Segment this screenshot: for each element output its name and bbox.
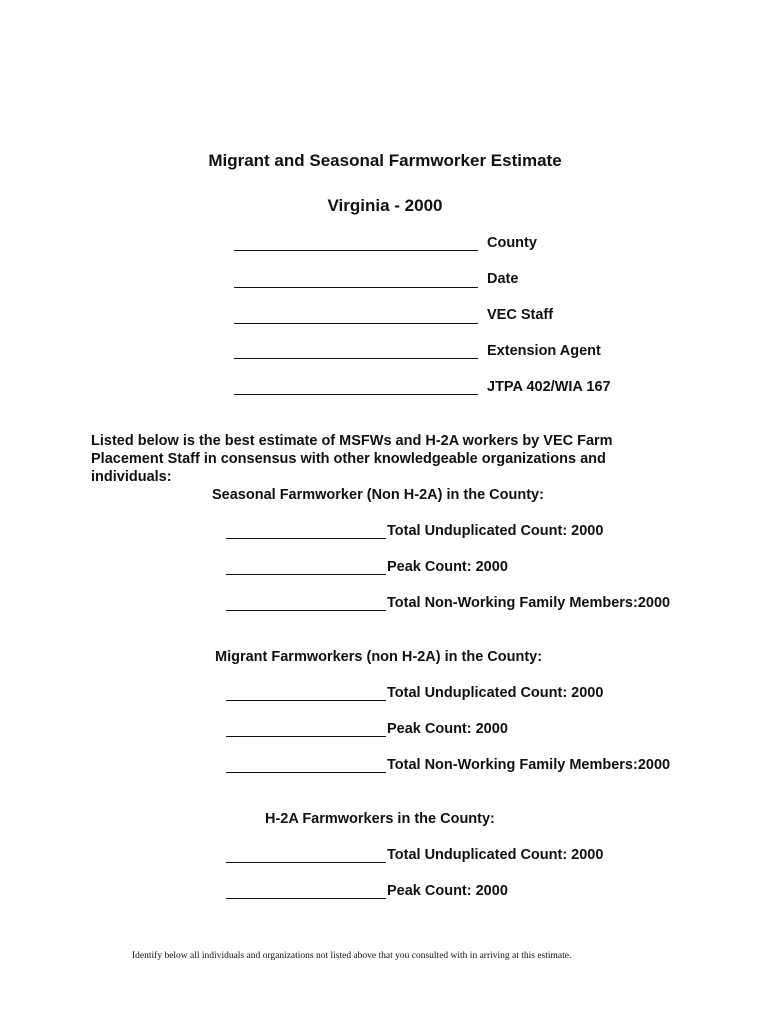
migrant-unduplicated-label: Total Unduplicated Count: 2000	[387, 685, 604, 701]
migrant-nonworking-blank-line[interactable]	[226, 772, 386, 773]
county-blank-line[interactable]	[234, 250, 478, 251]
seasonal-unduplicated-blank-line[interactable]	[226, 538, 386, 539]
document-title: Migrant and Seasonal Farmworker Estimate	[208, 151, 562, 170]
seasonal-unduplicated-label: Total Unduplicated Count: 2000	[387, 523, 604, 539]
extension-agent-label: Extension Agent	[487, 343, 601, 359]
seasonal-heading: Seasonal Farmworker (Non H-2A) in the County:	[212, 487, 544, 503]
h2a-unduplicated-label: Total Unduplicated Count: 2000	[387, 847, 604, 863]
date-blank-line[interactable]	[234, 287, 478, 288]
intro-paragraph: Listed below is the best estimate of MSFWs and H-2A workers by VEC Farm Placement Staff in consensus with other knowledgeable organizations and individuals:	[91, 433, 613, 485]
county-label: County	[487, 235, 537, 251]
h2a-unduplicated-blank-line[interactable]	[226, 862, 386, 863]
document-subtitle: Virginia - 2000	[327, 196, 443, 215]
migrant-nonworking-label: Total Non-Working Family Members:2000	[387, 757, 671, 773]
vec-staff-label: VEC Staff	[487, 307, 554, 323]
seasonal-nonworking-blank-line[interactable]	[226, 610, 386, 611]
migrant-peak-blank-line[interactable]	[226, 736, 386, 737]
migrant-peak-label: Peak Count: 2000	[387, 721, 508, 737]
h2a-peak-blank-line[interactable]	[226, 898, 386, 899]
migrant-unduplicated-blank-line[interactable]	[226, 700, 386, 701]
seasonal-peak-label: Peak Count: 2000	[387, 559, 508, 575]
seasonal-peak-blank-line[interactable]	[226, 574, 386, 575]
h2a-heading: H-2A Farmworkers in the County:	[265, 811, 495, 827]
h2a-peak-label: Peak Count: 2000	[387, 883, 508, 899]
extension-agent-blank-line[interactable]	[234, 358, 478, 359]
jtpa-wia-label: JTPA 402/WIA 167	[487, 379, 611, 395]
migrant-heading: Migrant Farmworkers (non H-2A) in the County:	[215, 649, 543, 665]
vec-staff-blank-line[interactable]	[234, 323, 478, 324]
date-label: Date	[487, 271, 519, 287]
seasonal-nonworking-label: Total Non-Working Family Members:2000	[387, 595, 671, 611]
footnote: Identify below all individuals and organizations not listed above that you consulted with in arriving at this estimate.	[132, 951, 572, 961]
jtpa-wia-blank-line[interactable]	[234, 394, 478, 395]
